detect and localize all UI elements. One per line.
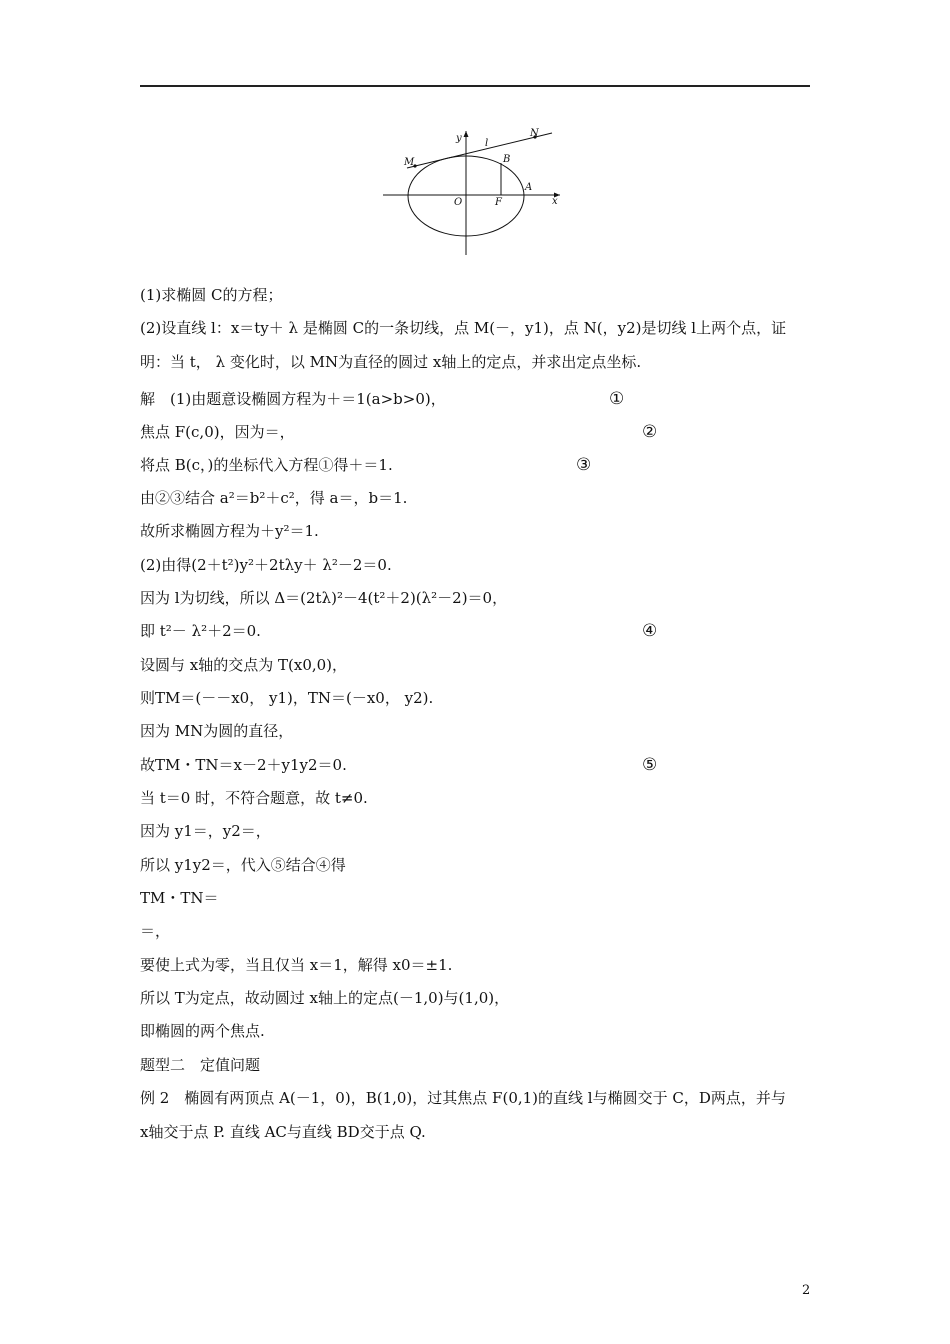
equation-mark-5: ⑤ [642,755,658,775]
text-line: 当 t＝0 时，不符合题意，故 t≠0. [140,789,368,807]
text-line: 明：当 t， λ 变化时，以 MN为直径的圆过 x轴上的定点，并求出定点坐标. [140,353,642,371]
page-number: 2 [802,1283,811,1298]
equation-mark-4: ④ [642,621,658,641]
text-line: (1)求椭圆 C的方程； [140,286,283,304]
ellipse-figure [380,125,570,260]
text-line: TM・TN＝ [140,889,219,907]
y-axis-arrow-icon [464,131,469,137]
label-y: y [456,133,462,144]
equation-mark-2: ② [642,422,658,442]
text-line: 则TM＝(－－x0， y1)，TN＝(－x0， y2). [140,689,434,707]
equation-mark-3: ③ [576,455,592,475]
header-rule [140,85,810,87]
equation-mark-1: ① [609,389,625,409]
label-x: x [552,196,558,207]
label-o: O [454,197,463,208]
text-line: 将点 B(c，)的坐标代入方程①得＋＝1. [140,456,393,474]
label-f: F [495,197,502,208]
label-b: B [503,154,511,165]
section-heading: 题型二 定值问题 [140,1056,261,1074]
text-line: 所以 T为定点，故动圆过 x轴上的定点(－1,0)与(1,0)， [140,989,510,1007]
text-line: 解 (1)由题意设椭圆方程为＋＝1(a>b>0)， [140,390,446,408]
text-line: ＝， [140,922,171,940]
text-line: 故所求椭圆方程为＋y²＝1. [140,522,319,540]
text-line: (2)设直线 l：x＝ty＋ λ 是椭圆 C的一条切线，点 M(－，y1)，点 N(，y2)是切线 l上两个点，证 [140,319,787,337]
label-n: N [530,128,539,139]
text-line: 因为 y1＝，y2＝， [140,822,271,840]
text-line: 即椭圆的两个焦点. [140,1022,265,1040]
text-line: 要使上式为零，当且仅当 x＝1，解得 x0＝±1. [140,956,453,974]
text-line: 故TM・TN＝x－2＋y1y2＝0. [140,756,347,774]
text-line: 设圆与 x轴的交点为 T(x0,0)， [140,656,348,674]
text-line: 因为 MN为圆的直径， [140,722,294,740]
text-line: 由②③结合 a²＝b²＋c²，得 a＝，b＝1. [140,489,408,507]
label-l: l [485,138,489,149]
text-line: x轴交于点 P. 直线 AC与直线 BD交于点 Q. [140,1123,426,1141]
text-line: 因为 l为切线，所以 Δ＝(2tλ)²－4(t²＋2)(λ²－2)＝0， [140,589,508,607]
label-m: M [404,157,415,168]
text-line: 即 t²－ λ²＋2＝0. [140,622,261,640]
text-line: (2)由得(2＋t²)y²＋2tλy＋ λ²－2＝0. [140,556,392,574]
text-line: 所以 y1y2＝，代入⑤结合④得 [140,856,346,874]
text-line: 焦点 F(c,0)，因为＝， [140,423,295,441]
label-a: A [525,182,533,193]
text-line: 例 2 椭圆有两顶点 A(－1，0)，B(1,0)，过其焦点 F(0,1)的直线 l与椭圆交于 C，D两点，并与 [140,1089,786,1107]
